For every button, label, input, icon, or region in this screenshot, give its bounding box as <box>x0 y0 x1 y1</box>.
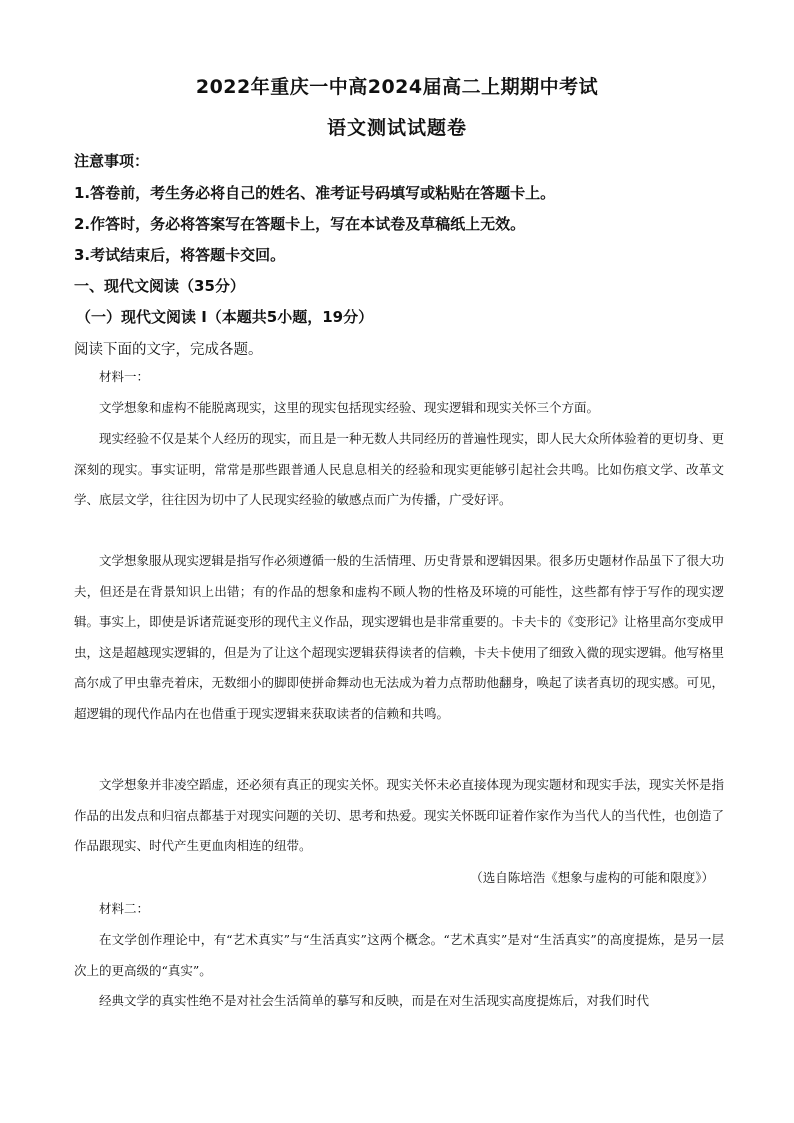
paragraph: 文学想象服从现实逻辑是指写作必须遵循一般的生活情理、历史背景和逻辑因果。很多历史题材作品虽下了很大功夫，但还是在背景知识上出错；有的作品的想象和虚构不顾人物的性格及环境的可能性，这些都有悖于写作的现实逻辑。事实上，即使是诉诸荒诞变形的现代主义作品，现实逻辑也是非常重要的。卡夫卡的《变形记》让格里高尔变成甲虫，这是超越现实逻辑的，但是为了让这个超现实逻辑获得读者的信赖，卡夫卡使用了细致入微的现实逻辑。他写格里高尔成了甲虫靠壳着床，无数细小的脚即使拼命舞动也无法成为着力点帮助他翻身，唤起了读者真切的现实感。可见，超逻辑的现代作品内在也借重于现实逻辑来获取读者的信赖和共鸣。 <box>74 553 725 721</box>
section-title: 一、现代文阅读（35分） <box>74 277 245 295</box>
material-label: 材料一： <box>99 369 150 384</box>
paragraph: 文学想象和虚构不能脱离现实，这里的现实包括现实经验、现实逻辑和现实关怀三个方面。 <box>99 400 600 415</box>
material-label: 材料二： <box>99 901 150 916</box>
paragraph: 在文学创作理论中，有“艺术真实”与“生活真实”这两个概念。“艺术真实”是对“生活真实”的高度提炼，是另一层次上的更高级的“真实”。 <box>74 932 724 978</box>
exam-title: 2022年重庆一中高2024届高二上期期中考试 <box>195 76 599 98</box>
notice-item: 1.答卷前，考生务必将自己的姓名、准考证号码填写或粘贴在答题卡上。 <box>74 184 556 202</box>
reading-instruction: 阅读下面的文字，完成各题。 <box>74 342 263 358</box>
paragraph: 现实经验不仅是某个人经历的现实，而且是一种无数人共同经历的普遍性现实，即人民大众所体验着的更切身、更深刻的现实。事实证明，常常是那些跟普通人民息息相关的经验和现实更能够引起社会共鸣。比如伤痕文学、改革文学、底层文学，往往因为切中了人民现实经验的敏感点而广为传播，广受好评。 <box>74 431 725 507</box>
paragraph: 文学想象并非凌空蹈虚，还必须有真正的现实关怀。现实关怀未必直接体现为现实题材和现实手法，现实关怀是指作品的出发点和归宿点都基于对现实问题的关切、思考和热爱。现实关怀既印证着作家作为当代人的当代性，也创造了作品跟现实、时代产生更血肉相连的纽带。 <box>74 777 725 853</box>
notice-heading: 注意事项： <box>74 152 150 170</box>
notice-item: 3.考试结束后，将答题卡交回。 <box>74 246 286 264</box>
notice-item: 2.作答时，务必将答案写在答题卡上，写在本试卷及草稿纸上无效。 <box>74 215 526 233</box>
source-citation: （选自陈培浩《想象与虚构的可能和限度》） <box>470 870 714 885</box>
exam-subtitle: 语文测试试题卷 <box>326 117 467 139</box>
subsection-title: （一）现代文阅读 I（本题共5小题，19分） <box>76 308 374 326</box>
paragraph: 经典文学的真实性绝不是对社会生活简单的摹写和反映，而是在对生活现实高度提炼后，对我们时代 <box>99 993 650 1008</box>
